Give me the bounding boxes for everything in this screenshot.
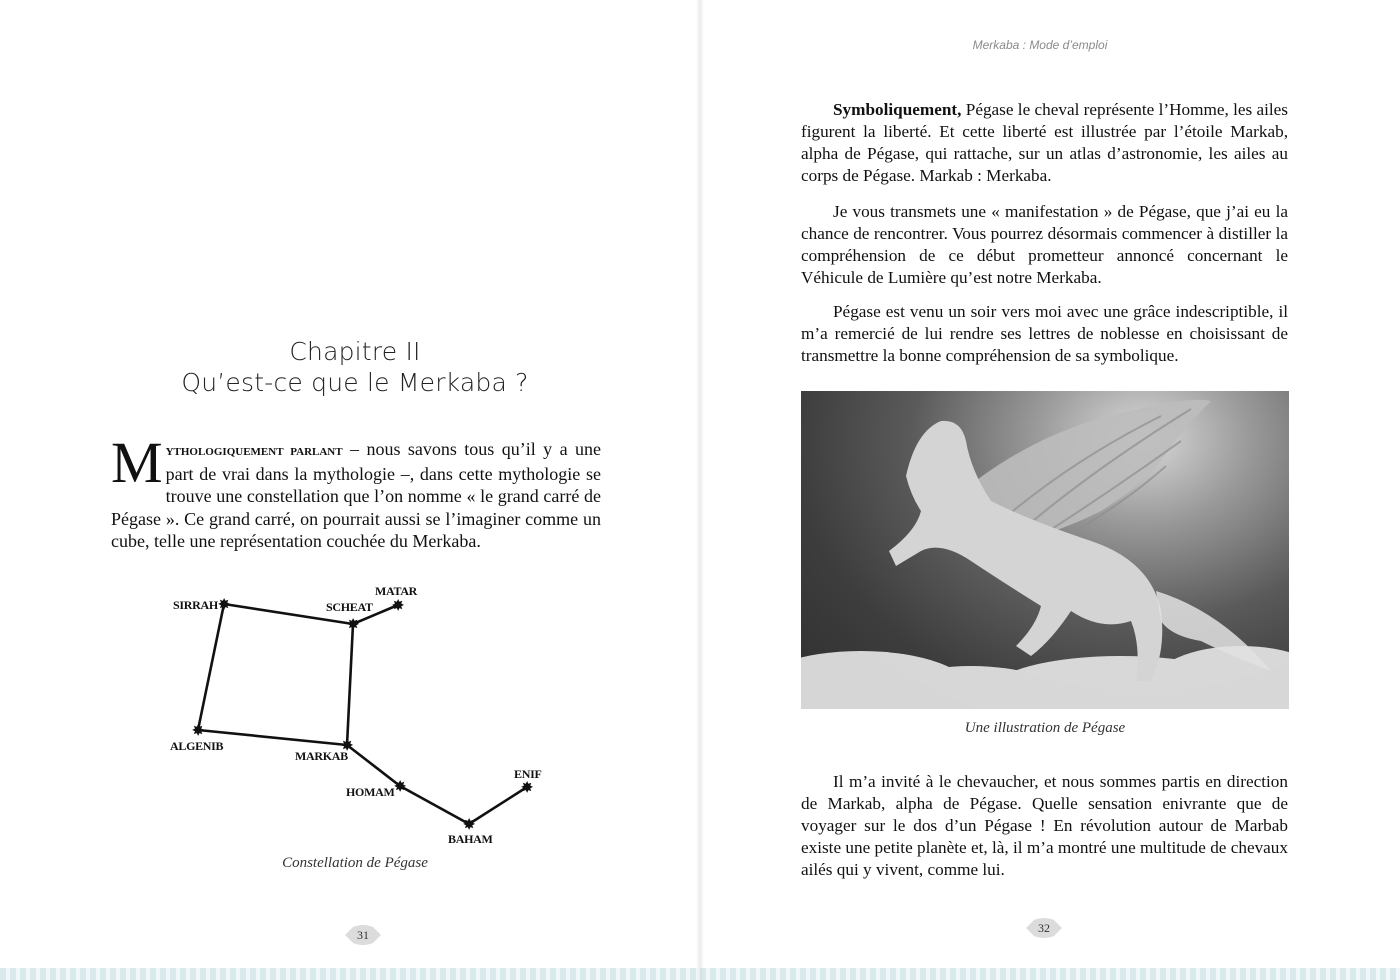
chapter-number: Chapitre II bbox=[289, 337, 421, 366]
pegasus-image bbox=[801, 391, 1289, 709]
star-icon: ✸ bbox=[341, 739, 353, 754]
line-scheat-markab bbox=[347, 624, 353, 745]
page-number-32: 32 bbox=[1038, 921, 1050, 935]
running-head: Merkaba : Mode d’emploi bbox=[972, 38, 1108, 52]
paragraph-text: Pégase le cheval représente l’Homme, les ailes figurent la liberté. Et cette liberté est illustrée par l’étoile Markab, alpha de Pégase, qui rattache, sur un atlas d’astronomie, les ailes au corps de Pégase. Markab : Merkaba. bbox=[801, 100, 1288, 185]
paragraph-text: Je vous transmets une « manifestation » de Pégase, que j’ai eu la chance de rencontrer. Vous pourrez désormais commencer à distiller la compréhension de ce début prometteur annoncé concernant le Véhicule de Lumière qu’est notre Merkaba. bbox=[801, 202, 1288, 287]
constellation-diagram bbox=[160, 576, 560, 856]
constellation-svg bbox=[160, 576, 560, 856]
line-sirrah-algenib bbox=[198, 604, 224, 730]
star-icon: ✸ bbox=[521, 781, 533, 796]
pegasus-illustration bbox=[801, 391, 1289, 709]
star-label-baham: BAHAM bbox=[448, 832, 493, 846]
page-number-31: 31 bbox=[357, 928, 369, 942]
star-icon: ✸ bbox=[192, 724, 204, 739]
star-icon: ✸ bbox=[218, 598, 230, 613]
paragraph-text: Pégase est venu un soir vers moi avec une grâce indescriptible, il m’a remercié de lui rendre ses lettres de noblesse en choisissant de transmettre la bonne compréhension de sa symbolique. bbox=[801, 302, 1288, 365]
star-icon: ✸ bbox=[347, 618, 359, 633]
chapter-heading: Qu’est-ce que le Merkaba ? bbox=[181, 368, 529, 397]
paragraph-text: Il m’a invité à le chevaucher, et nous sommes partis en direction de Markab, alpha de Pégase. Quelle sensation enivrante que de voyager sur le dos d’un Pégase ! En révolution autour de Marbab existe une petite planète et, là, il m’a montré une multitude de chevaux ailés qui y vivent, comme lui. bbox=[801, 772, 1288, 879]
star-label-scheat: SCHEAT bbox=[326, 600, 373, 614]
intro-paragraph bbox=[111, 430, 602, 553]
star-label-matar: MATAR bbox=[375, 584, 418, 598]
line-markab-homam bbox=[347, 745, 400, 786]
page-number-right bbox=[1024, 917, 1064, 939]
star-icon: ✸ bbox=[394, 780, 406, 795]
figure-caption: Une illustration de Pégase bbox=[964, 720, 1126, 736]
star-label-sirrah: SIRRAH bbox=[173, 598, 218, 612]
page-bottom-edge bbox=[0, 968, 1400, 980]
paragraph-manifestation bbox=[801, 201, 1288, 289]
lead-in-smallcaps: ythologiquement parlant bbox=[165, 443, 343, 459]
chapter-title bbox=[110, 336, 600, 398]
star-label-markab: MARKAB bbox=[295, 749, 348, 763]
clouds bbox=[801, 646, 1289, 709]
line-homam-baham bbox=[400, 786, 469, 824]
bold-lead: Symboliquement, bbox=[833, 100, 962, 119]
star-label-enif: ENIF bbox=[514, 767, 542, 781]
intro-text: – nous savons tous qu’il y a une part de vrai dans la mythologie –, dans cette mythologie se trouve une constellation que l’on nomme « le grand carré de Pégase ». Ce grand carré, on pourrait aussi se l’imaginer comme un cube, telle une représentation couchée du Merkaba. bbox=[111, 439, 602, 551]
star-label-algenib: ALGENIB bbox=[170, 739, 224, 753]
book-gutter bbox=[696, 0, 704, 980]
star-label-homam: HOMAM bbox=[346, 785, 395, 799]
star-icon: ✸ bbox=[392, 599, 404, 614]
line-baham-enif bbox=[469, 787, 527, 824]
paragraph-symboliquement bbox=[801, 99, 1288, 187]
page-number-left bbox=[343, 924, 383, 946]
paragraph-chevaucher bbox=[801, 771, 1288, 881]
paragraph-pegase-venu bbox=[801, 301, 1288, 367]
star-icon: ✸ bbox=[463, 818, 475, 833]
constellation-caption: Constellation de Pégase bbox=[282, 855, 428, 871]
drop-cap: M bbox=[111, 430, 163, 495]
